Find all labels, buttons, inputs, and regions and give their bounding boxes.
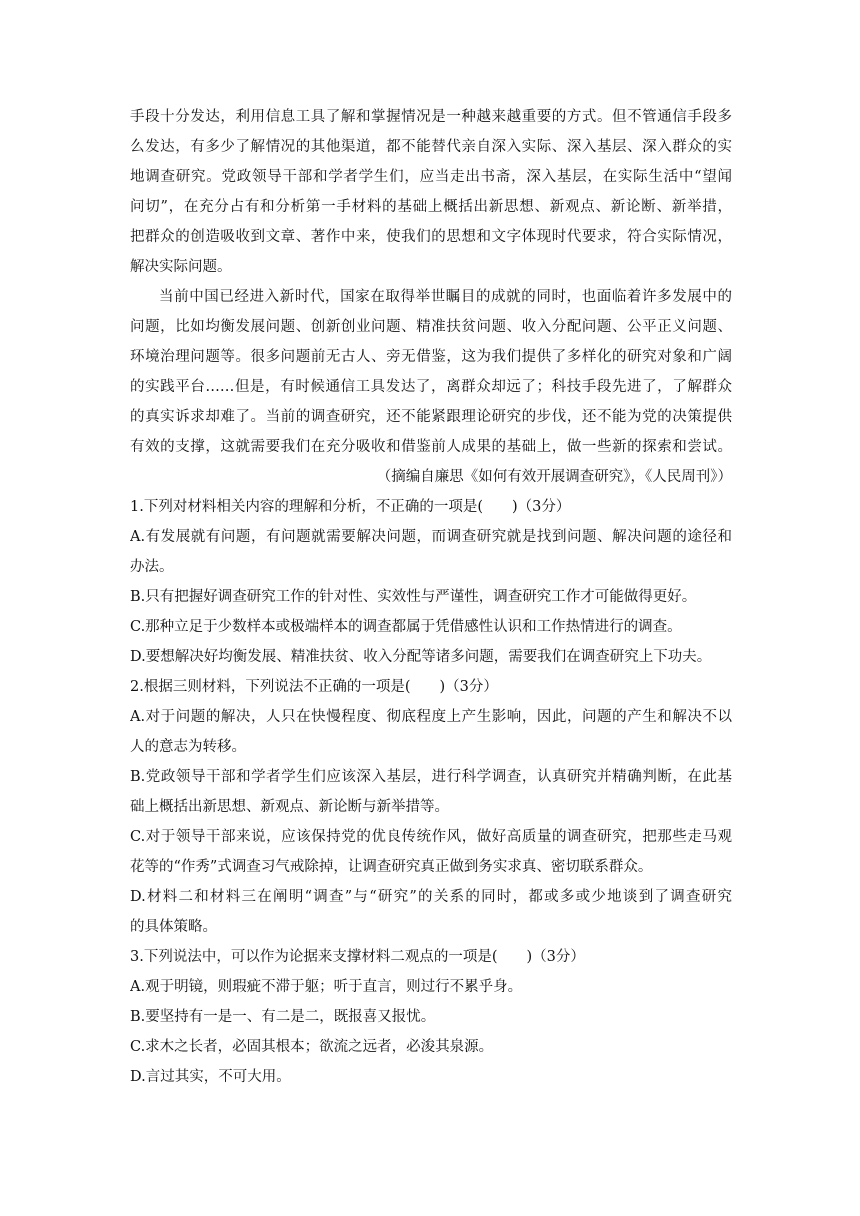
question-3: [130, 942, 732, 1092]
paragraph-line: 把群众的创造吸收到文章、著作中来，使我们的思想和文字体现时代要求，符合实际情况，: [130, 229, 732, 245]
paragraph-line: 有效的支撑，这就需要我们在充分吸收和借鉴前人成果的基础上，做一些新的探索和尝试。: [130, 439, 732, 455]
paragraph-line: 当前中国已经进入新时代，国家在取得举世瞩目的成就的同时，也面临着许多发展中的: [159, 289, 732, 305]
option-c-line-1: C.对于领导干部来说，应该保持党的优良传统作风，做好高质量的调查研究，把那些走马观: [130, 829, 732, 845]
option-d-line-1: D.材料二和材料三在阐明“调查”与“研究”的关系的同时，都或多或少地谈到了调查研究: [130, 889, 732, 905]
option-b-line-2: 础上概括出新思想、新观点、新论断与新举措等。: [130, 799, 449, 815]
source-citation: （摘编自廉思《如何有效开展调查研究》，《人民周刊》）: [376, 469, 732, 485]
passage-paragraph-2: [130, 282, 732, 462]
paragraph-line: 的实践平台……但是，有时候通信工具发达了，离群众却远了；科技手段先进了，了解群众: [130, 379, 732, 395]
question-stem: 3.下列说法中，可以作为论据来支撑材料二观点的一项是( )（3分）: [130, 949, 585, 965]
document-page: [130, 102, 732, 1092]
option-d: D.言过其实，不可大用。: [130, 1069, 291, 1085]
paragraph-line: 的真实诉求却难了。当前的调查研究，还不能紧跟理论研究的步伐，还不能为党的决策提供: [130, 409, 732, 425]
question-stem: 2.根据三则材料，下列说法不正确的一项是( )（3分）: [130, 679, 498, 695]
paragraph-line: 问题，比如均衡发展问题、创新创业问题、精准扶贫问题、收入分配问题、公平正义问题、: [130, 319, 732, 335]
paragraph-line: 手段十分发达，利用信息工具了解和掌握情况是一种越来越重要的方式。但不管通信手段多: [130, 109, 732, 125]
paragraph-line: 环境治理问题等。很多问题前无古人、旁无借鉴，这为我们提供了多样化的研究对象和广阔: [130, 349, 732, 365]
passage-paragraph-1: [130, 102, 732, 282]
option-a-line-1: A.对于问题的解决，人只在快慢程度、彻底程度上产生影响，因此，问题的产生和解决不以: [130, 709, 732, 725]
option-c: C.求木之长者，必固其根本；欲流之远者，必浚其泉源。: [130, 1039, 494, 1055]
paragraph-line: 么发达，有多少了解情况的其他渠道，都不能替代亲自深入实际、深入基层、深入群众的实: [130, 139, 732, 155]
option-b-line-1: B.党政领导干部和学者学生们应该深入基层，进行科学调查，认真研究并精确判断，在此基: [130, 769, 732, 785]
option-d: D.要想解决好均衡发展、精准扶贫、收入分配等诸多问题，需要我们在调查研究上下功夫。: [130, 649, 712, 665]
option-a-line-2: 人的意志为转移。: [130, 739, 246, 755]
option-a-line-2: 办法。: [130, 559, 174, 575]
option-a-line-1: A.有发展就有问题，有问题就需要解决问题，而调查研究就是找到问题、解决问题的途径和: [130, 529, 732, 545]
paragraph-line: 解决实际问题。: [130, 259, 232, 275]
paragraph-line: 问切”，在充分占有和分析第一手材料的基础上概括出新思想、新观点、新论断、新举措，: [130, 199, 732, 215]
option-c: C.那种立足于少数样本或极端样本的调查都属于凭借感性认识和工作热情进行的调查。: [130, 619, 682, 635]
option-a: A.观于明镜，则瑕疵不滞于躯；听于直言，则过行不累乎身。: [130, 979, 523, 995]
option-c-line-2: 花等的“作秀”式调查习气戒除掉，让调查研究真正做到务实求真、密切联系群众。: [130, 859, 653, 875]
option-d-line-2: 的具体策略。: [130, 919, 217, 935]
option-b: B.要坚持有一是一、有二是二，既报喜又报忧。: [130, 1009, 436, 1025]
option-b: B.只有把握好调查研究工作的针对性、实效性与严谨性，调查研究工作才可能做得更好。: [130, 589, 697, 605]
question-2: [130, 672, 732, 942]
question-1: [130, 492, 732, 672]
paragraph-line: 地调查研究。党政领导干部和学者学生们，应当走出书斋，深入基层，在实际生活中“望闻: [130, 169, 732, 185]
question-stem: 1.下列对材料相关内容的理解和分析，不正确的一项是( )（3分）: [130, 499, 571, 515]
